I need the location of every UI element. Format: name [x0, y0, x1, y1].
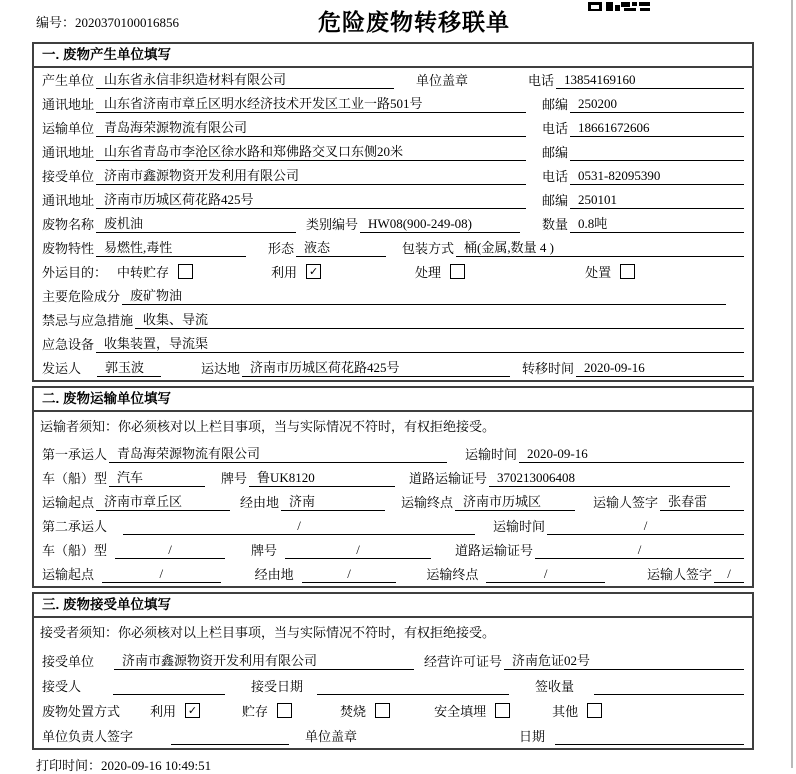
waste-form-label: 形态 — [268, 241, 295, 256]
row-accept-unit — [34, 648, 752, 673]
signed-qty-label: 签收量 — [535, 679, 575, 694]
row-vehicle1 — [34, 466, 752, 490]
waste-form-value: 液态 — [296, 237, 386, 257]
waste-name-value: 废机油 — [96, 213, 296, 233]
producer-address-label: 通讯地址 — [42, 97, 95, 112]
disposal-label: 废物处置方式 — [42, 704, 121, 719]
row-receiver — [34, 164, 752, 188]
signed-qty-value — [594, 694, 744, 695]
receiver-address-value: 济南市历城区荷花路425号 — [96, 189, 526, 209]
row-producer — [34, 68, 752, 92]
carrier1-time-label: 运输时间 — [465, 447, 518, 462]
accept-unit-label: 接受单位 — [42, 654, 95, 669]
transporter-zip-label: 邮编 — [542, 145, 569, 160]
waste-code-label: 类别编号 — [306, 217, 359, 232]
route2-start-value: / — [102, 566, 221, 583]
row-disposal — [34, 698, 752, 723]
purpose-option-treat-label: 处理 — [415, 265, 442, 280]
row-purpose — [34, 260, 752, 284]
carrier2-time-value: / — [547, 518, 744, 535]
waste-code-value: HW08(900-249-08) — [360, 216, 520, 233]
row-route1 — [34, 490, 752, 514]
print-time-label: 打印时间： — [36, 758, 102, 773]
transporter-phone-label: 电话 — [542, 121, 569, 136]
taboo-value: 收集、导流 — [135, 309, 744, 329]
transporter-address-value: 山东省青岛市李沧区徐水路和郑佛路交叉口东侧20米 — [96, 141, 526, 161]
row-taboo — [34, 308, 752, 332]
print-time-line — [36, 755, 796, 774]
transport-notice-text: 运输者须知：你必须核对以上栏目事项，当与实际情况不符时，有权拒绝接受。 — [40, 419, 496, 434]
route1-sign-label: 运输人签字 — [593, 495, 659, 510]
page-edge-line — [791, 0, 793, 768]
dispatcher-label: 发运人 — [42, 361, 82, 376]
transfer-time-label: 转移时间 — [522, 361, 575, 376]
waste-traits-value: 易燃性,毒性 — [96, 237, 246, 257]
receiver-notice-text: 接受者须知：你必须核对以上栏目事项，当与实际情况不符时，有权拒绝接受。 — [40, 625, 496, 640]
accept-unit-value: 济南市鑫源物资开发利用有限公司 — [114, 650, 414, 670]
disposal-option-landfill — [432, 701, 510, 720]
receiver-zip-value: 250101 — [570, 192, 744, 209]
serial-number-line — [36, 12, 179, 31]
equipment-label: 应急设备 — [42, 337, 95, 352]
transporter-zip-value — [570, 160, 744, 161]
row-receiver-notice — [34, 618, 752, 648]
purpose-option-dispose — [583, 262, 635, 281]
carrier2-label: 第二承运人 — [42, 519, 108, 534]
hazard-value: 废矿物油 — [122, 285, 726, 305]
purpose-checkbox-treat — [450, 264, 465, 279]
producer-zip-label: 邮编 — [542, 97, 569, 112]
route2-via-label: 经由地 — [254, 567, 294, 582]
section-producer — [32, 42, 754, 382]
disposal-checkbox-storage — [277, 703, 292, 718]
transfer-time-value: 2020-09-16 — [576, 360, 744, 377]
row-carrier1 — [34, 442, 752, 466]
row-signoff — [34, 723, 752, 748]
waste-pack-label: 包装方式 — [402, 241, 455, 256]
vehicle1-road-label: 道路运输证号 — [409, 471, 488, 486]
producer-seal-label: 单位盖章 — [416, 73, 469, 88]
purpose-checkbox-use: ✓ — [306, 264, 321, 279]
route1-start-value: 济南市章丘区 — [96, 491, 230, 511]
sign-date-label: 日期 — [519, 729, 546, 744]
equipment-value: 收集装置，导流渠 — [96, 333, 744, 353]
purpose-option-use — [269, 262, 321, 281]
route2-sign-value: / — [714, 566, 744, 583]
row-waste-traits — [34, 236, 752, 260]
disposal-checkbox-incinerate — [375, 703, 390, 718]
carrier2-value: / — [123, 518, 475, 535]
row-transporter-address — [34, 140, 752, 164]
waste-name-label: 废物名称 — [42, 217, 95, 232]
receiver-value: 济南市鑫源物资开发利用有限公司 — [96, 165, 526, 185]
vehicle2-road-label: 道路运输证号 — [455, 543, 534, 558]
section1-heading: 一. 废物产生单位填写 — [34, 44, 752, 68]
row-transport-notice — [34, 412, 752, 442]
producer-value: 山东省永信非织造材料有限公司 — [96, 69, 394, 89]
purpose-option-dispose-label: 处置 — [585, 265, 612, 280]
route2-via-value: / — [302, 566, 397, 583]
vehicle1-plate-value: 鲁UK8120 — [249, 467, 395, 487]
license-label: 经营许可证号 — [424, 654, 503, 669]
disposal-option-use — [148, 701, 200, 720]
row-vehicle2 — [34, 538, 752, 562]
disposal-option-other-label: 其他 — [552, 704, 579, 719]
row-acceptor — [34, 673, 752, 698]
disposal-option-landfill-label: 安全填埋 — [434, 704, 487, 719]
disposal-option-use-label: 利用 — [150, 704, 177, 719]
transporter-label: 运输单位 — [42, 121, 95, 136]
transporter-value: 青岛海荣源物流有限公司 — [96, 117, 526, 137]
row-producer-address — [34, 92, 752, 116]
print-time-value: 2020-09-16 10:49:51 — [101, 758, 212, 773]
section2-heading: 二. 废物运输单位填写 — [34, 388, 752, 412]
destination-value: 济南市历城区荷花路425号 — [242, 357, 510, 377]
carrier1-label: 第一承运人 — [42, 447, 108, 462]
row-waste-name — [34, 212, 752, 236]
disposal-option-storage — [240, 701, 292, 720]
route1-via-value: 济南 — [281, 491, 385, 511]
accept-date-label: 接受日期 — [251, 679, 304, 694]
purpose-option-treat — [413, 262, 465, 281]
transporter-address-label: 通讯地址 — [42, 145, 95, 160]
carrier1-value: 青岛海荣源物流有限公司 — [109, 443, 447, 463]
sign-date-value — [555, 744, 744, 745]
route2-sign-label: 运输人签字 — [646, 567, 712, 582]
route1-start-label: 运输起点 — [42, 495, 95, 510]
row-receiver-address — [34, 188, 752, 212]
receiver-phone-value: 0531-82095390 — [570, 168, 744, 185]
producer-phone-label: 电话 — [528, 73, 555, 88]
vehicle2-road-value: / — [535, 542, 744, 559]
transporter-phone-value: 18661672606 — [570, 120, 744, 137]
receiver-zip-label: 邮编 — [542, 193, 569, 208]
disposal-checkbox-use: ✓ — [185, 703, 200, 718]
carrier1-time-value: 2020-09-16 — [519, 446, 744, 463]
route1-end-value: 济南市历城区 — [455, 491, 575, 511]
license-value: 济南危证02号 — [504, 650, 744, 670]
row-carrier2 — [34, 514, 752, 538]
producer-zip-value: 250200 — [570, 96, 744, 113]
serial-label: 编号： — [36, 15, 76, 30]
waste-traits-label: 废物特性 — [42, 241, 95, 256]
responsible-sign-label: 单位负责人签字 — [42, 729, 134, 744]
vehicle1-type-value: 汽车 — [109, 467, 205, 487]
disposal-option-incinerate-label: 焚烧 — [340, 704, 367, 719]
route2-start-label: 运输起点 — [42, 567, 95, 582]
vehicle2-plate-value: / — [285, 542, 431, 559]
taboo-label: 禁忌与应急措施 — [42, 313, 134, 328]
producer-address-value: 山东省济南市章丘区明水经济技术开发区工业一路501号 — [96, 93, 526, 113]
waste-qty-value: 0.8吨 — [570, 213, 744, 233]
purpose-checkbox-dispose — [620, 264, 635, 279]
page-title: 危险废物转移联单 — [318, 9, 510, 35]
vehicle2-plate-label: 牌号 — [251, 543, 278, 558]
route2-end-value: / — [486, 566, 605, 583]
producer-phone-value: 13854169160 — [556, 72, 744, 89]
responsible-sign-value — [171, 744, 289, 745]
document-header — [0, 0, 796, 42]
destination-label: 运达地 — [201, 361, 241, 376]
section-transport — [32, 386, 754, 588]
accept-date-value — [317, 694, 509, 695]
disposal-checkbox-landfill — [495, 703, 510, 718]
route2-end-label: 运输终点 — [426, 567, 479, 582]
disposal-checkbox-other — [587, 703, 602, 718]
disposal-option-storage-label: 贮存 — [242, 704, 269, 719]
vehicle2-type-label: 车（船）型 — [42, 543, 108, 558]
serial-number: 2020370100016856 — [75, 15, 180, 30]
purpose-checkbox-transfer-storage — [178, 264, 193, 279]
section3-heading: 三. 废物接受单位填写 — [34, 594, 752, 618]
purpose-option-transfer-storage — [115, 262, 193, 281]
receiver-address-label: 通讯地址 — [42, 193, 95, 208]
purpose-option-use-label: 利用 — [271, 265, 298, 280]
vehicle1-type-label: 车（船）型 — [42, 471, 108, 486]
row-transporter — [34, 116, 752, 140]
vehicle1-road-value: 370213006408 — [489, 470, 730, 487]
receiver-phone-label: 电话 — [542, 169, 569, 184]
qr-code-fragment-icon — [588, 0, 654, 16]
acceptor-value — [113, 694, 225, 695]
carrier2-time-label: 运输时间 — [493, 519, 546, 534]
dispatcher-value: 郭玉波 — [97, 357, 161, 377]
disposal-option-other — [550, 701, 602, 720]
vehicle2-type-value: / — [115, 542, 225, 559]
vehicle1-plate-label: 牌号 — [221, 471, 248, 486]
route1-via-label: 经由地 — [240, 495, 280, 510]
section-receiver — [32, 592, 754, 750]
row-dispatch — [34, 356, 752, 380]
row-equipment — [34, 332, 752, 356]
purpose-option-transfer-storage-label: 中转贮存 — [117, 265, 170, 280]
row-route2 — [34, 562, 752, 586]
unit-seal-label: 单位盖章 — [305, 729, 358, 744]
hazard-label: 主要危险成分 — [42, 289, 121, 304]
purpose-label: 外运目的： — [42, 265, 108, 280]
route1-end-label: 运输终点 — [401, 495, 454, 510]
disposal-option-incinerate — [338, 701, 390, 720]
waste-pack-value: 桶(金属,数量 4 ) — [456, 237, 744, 257]
acceptor-label: 接受人 — [42, 679, 82, 694]
waste-qty-label: 数量 — [542, 217, 569, 232]
route1-sign-value: 张春雷 — [660, 491, 744, 511]
receiver-label: 接受单位 — [42, 169, 95, 184]
row-hazard — [34, 284, 752, 308]
producer-label: 产生单位 — [42, 73, 95, 88]
